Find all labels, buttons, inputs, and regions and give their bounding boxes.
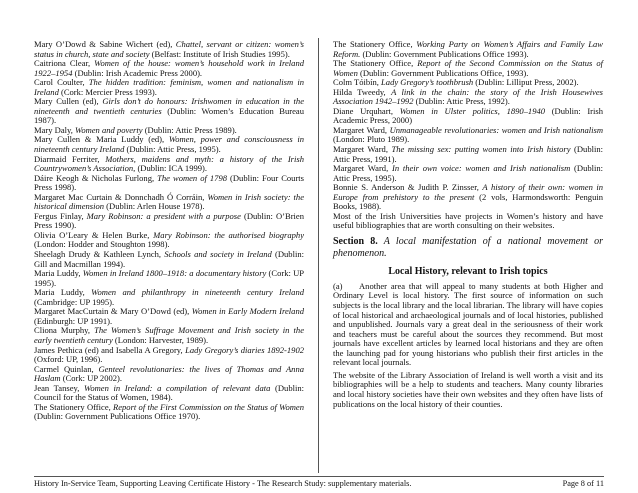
bibliography-entry xyxy=(34,212,304,231)
entry-title: Report of the Second Commission on the Status of Women xyxy=(333,58,603,78)
entry-publication: (Dublin: Government Publications Office 1970). xyxy=(34,411,201,422)
bibliography-entry xyxy=(34,326,304,345)
entry-author: Mary Cullen (ed), xyxy=(34,96,103,107)
entry-publication: (Dublin: Attic Press, 1995). xyxy=(124,144,221,155)
entry-title: Women and poverty xyxy=(74,124,143,135)
entry-publication: (Dublin: Attic Press, 1991). xyxy=(333,144,603,164)
page-number: Page 8 of 11 xyxy=(562,479,604,488)
entry-author: Diarmaid Ferriter, xyxy=(34,153,106,164)
entry-author: Maria Luddy, xyxy=(34,268,83,279)
local-history-heading: Local History, relevant to Irish topics xyxy=(388,265,548,277)
entry-title: Mothers, maidens and myth: a history of the Irish Countrywomen’s Association xyxy=(34,153,304,174)
bibliography-entry xyxy=(333,107,603,126)
entry-author: Caitriona Clear, xyxy=(34,58,95,69)
entry-publication: (Dublin: Women’s Education Bureau 1987). xyxy=(34,105,304,126)
entry-title: The women of 1798 xyxy=(157,172,227,183)
section-heading xyxy=(333,236,603,260)
entry-author: Sheelagh Drudy & Kathleen Lynch, xyxy=(34,249,165,260)
entry-publication: (Edinburgh: UP 1991). xyxy=(34,315,113,326)
bibliography-entry xyxy=(34,365,304,384)
entry-title: The missing sex: putting women into Irish history xyxy=(391,144,571,155)
entry-publication: (Dublin: Attic Press 1989). xyxy=(142,124,237,135)
entry-publication: (Cambridge: UP 1995). xyxy=(34,296,115,307)
right-column xyxy=(333,40,603,409)
entry-author: Fergus Finlay, xyxy=(34,210,87,221)
entry-title: Schools and society in Ireland xyxy=(164,249,272,260)
entry-title: In their own voice: women and Irish nationalism xyxy=(391,163,571,174)
footer-rule xyxy=(34,476,604,477)
entry-author: James Pethica (ed) and Isabella A Gregory, xyxy=(34,344,186,355)
entry-author: Mary Cullen & Maria Luddy (ed), xyxy=(34,134,169,145)
entry-author: Diane Urquhart, xyxy=(333,105,400,116)
entry-title: Women in Ireland 1800–1918: a documentary history xyxy=(82,268,267,279)
entry-title: The Women’s Suffrage Movement and Irish society in the early twentieth century xyxy=(34,325,304,345)
bibliography-entry xyxy=(34,307,304,326)
entry-publication: (Belfast: Institute of Irish Studies 1995). xyxy=(149,48,290,59)
bibliography-entry xyxy=(34,384,304,403)
entry-title: A history of their own: women in Europe from prehistory to the present xyxy=(333,182,603,202)
entry-title: Girls don’t do honours: Irishwomen in education in the nineteenth and twentieth centuries xyxy=(34,96,304,116)
entry-publication: (London: Hodder and Stoughton 1998). xyxy=(34,239,170,250)
entry-title: Women, power and consciousness in nineteenth century Ireland xyxy=(34,134,305,155)
entry-author: The Stationery Office, xyxy=(333,39,417,49)
entry-author: Hilda Tweedy, xyxy=(333,86,392,97)
entry-publication: (Cork: UP 2002). xyxy=(60,373,123,384)
section-title: A local manifestation of a national movement or phenomenon. xyxy=(333,235,603,259)
entry-author: Margaret MacCurtain & Mary O’Dowd (ed), xyxy=(34,306,192,317)
entry-publication: (London: Pluto 1989). xyxy=(333,134,410,145)
bibliography-entry xyxy=(34,40,304,59)
entry-title: Women in Irish society: the historical dimension xyxy=(34,191,304,212)
entry-author: Carmel Quinlan, xyxy=(34,363,99,374)
entry-publication: (Cork: UP 1995). xyxy=(34,268,305,288)
entry-author: Margaret Ward, xyxy=(333,144,392,155)
entry-publication: (Dublin: Attic Press, 1992). xyxy=(413,96,510,107)
entry-title: The hidden tradition: feminism, women and nationalism in Ireland xyxy=(34,77,304,97)
entry-title: Lady Gregory’s toothbrush xyxy=(381,77,474,88)
entry-publication: (Dublin: Four Courts Press 1998). xyxy=(34,172,304,193)
entry-title: Report of the First Commission on the Status of Women xyxy=(113,401,304,412)
entry-author: Cliona Murphy, xyxy=(34,325,95,336)
entry-author: The Stationery Office, xyxy=(34,401,114,412)
bibliography-entry xyxy=(34,346,304,365)
bibliography-entry xyxy=(333,183,603,212)
bibliography-entry xyxy=(34,250,304,269)
bibliography-entry xyxy=(333,145,603,164)
entry-publication: (Dublin: Lilliput Press, 2002). xyxy=(473,77,579,88)
entry-author: Bonnie S. Anderson & Judith P. Zinsser, xyxy=(333,182,483,193)
entry-author: Margaret Mac Curtain & Donnchadh Ó Corráin, xyxy=(34,191,208,202)
paragraph-a xyxy=(333,282,603,368)
bibliography-entry xyxy=(34,97,304,126)
entry-title: Women of the house: women’s household work in Ireland 1922–1954 xyxy=(34,58,304,78)
entry-author: Olivia O’Leary & Helen Burke, xyxy=(34,229,154,240)
entry-author: The Stationery Office, xyxy=(333,58,418,69)
bibliography-entry xyxy=(34,78,304,97)
entry-publication: (Dublin: Irish Academic Press 2000). xyxy=(72,67,203,78)
websites-paragraph: Most of the Irish Universities have projects in Women’s history and have useful bibliographies that are worth consulting on their websites. xyxy=(333,210,603,231)
footer-text: History In-Service Team, Supporting Leaving Certificate History - The Research Study: supplementary materials. xyxy=(34,479,412,488)
bibliography-entry xyxy=(34,288,304,307)
entry-author: Margaret Ward, xyxy=(333,124,390,135)
left-column-bibliography xyxy=(34,40,304,422)
entry-author: Margaret Ward, xyxy=(333,163,392,174)
entry-publication: (Dublin: Council for the Status of Women, 1984). xyxy=(34,382,304,403)
page-footer xyxy=(34,479,604,489)
bibliography-entry xyxy=(333,59,603,78)
entry-title: Working Party on Women’s Affairs and Family Law Reform. xyxy=(333,39,603,59)
column-divider xyxy=(318,38,319,473)
right-column-bibliography xyxy=(333,40,603,212)
entry-publication: (Dublin: Government Publications Office, 1993). xyxy=(357,67,529,78)
entry-publication: (Cork: Mercier Press 1993). xyxy=(58,86,157,97)
entry-publication: (Dublin: Arlen House 1978). xyxy=(104,201,205,212)
entry-publication: (London: Harvester, 1989). xyxy=(112,334,209,345)
section-label: Section 8. xyxy=(333,235,378,247)
entry-title: Unmanageable revolutionaries: women and Irish nationalism xyxy=(389,124,604,135)
entry-title: Lady Gregory’s diaries 1892-1902 xyxy=(185,344,304,355)
entry-author: Carol Coulter, xyxy=(34,77,89,88)
bibliography-entry xyxy=(34,269,304,288)
entry-title: Women in Ireland: a compilation of relevant data xyxy=(84,382,271,393)
bibliography-entry xyxy=(34,135,304,154)
bibliography-entry xyxy=(34,231,304,250)
bibliography-entry xyxy=(333,40,603,59)
paragraph-a-label: (a) xyxy=(333,280,343,291)
bibliography-entry xyxy=(333,88,603,107)
entry-title: Mary Robinson: the authorised biography xyxy=(153,229,304,240)
entry-publication: (Dublin: Government Publications Office 1993). xyxy=(360,48,529,59)
bibliography-entry xyxy=(333,164,603,183)
entry-publication: (2 vols, Harmondsworth: Penguin Books, 1988). xyxy=(333,191,603,212)
entry-author: Mary Daly, xyxy=(34,124,75,135)
paragraph-b: The website of the Library Association of Ireland is well worth a visit and its bibliographies will be a help to students and teachers. Many county libraries and local history societies have their own websites and they often have lists of publications on the local history of their counties. xyxy=(333,369,603,409)
entry-author: Mary O’Dowd & Sabine Wichert (ed), xyxy=(34,39,176,49)
bibliography-entry xyxy=(34,174,304,193)
paragraph-a-text: Another area that will appeal to many students at both Higher and Ordinary Level is local history. The first source of information on such subjects is the local library and the local librarian. The library will have copies of local historical and archaeological journals and of local histories, published and unpublished. Journals vary a great deal in the seriousness of their work and teachers must be careful about the sources they recommend. But most journals have excellent articles by learned local historians and they are often the launching pad for young historians who publish their first articles in the relevant local journals. xyxy=(333,280,603,368)
entry-publication: , (Dublin: ICA 1999). xyxy=(133,163,208,174)
entry-publication: (Oxford: UP, 1996). xyxy=(34,354,103,365)
entry-author: Dáire Keogh & Nicholas Furlong, xyxy=(34,172,158,183)
entry-title: A link in the chain: the story of the Irish Housewives Association 1942–1992 xyxy=(333,86,603,107)
entry-publication: (Dublin: Irish Academic Press, 2000) xyxy=(333,105,603,126)
bibliography-entry xyxy=(34,155,304,174)
entry-title: Women in Ulster politics, 1890–1940 xyxy=(399,105,546,116)
entry-title: Mary Robinson: a president with a purpose xyxy=(86,210,241,221)
bibliography-entry xyxy=(34,403,304,422)
entry-author: Colm Tóibín, xyxy=(333,77,382,88)
entry-publication: (Dublin: Gill and Macmillan 1994). xyxy=(34,249,304,269)
entry-publication: (Dublin: O’Brien Press 1990). xyxy=(34,210,304,231)
bibliography-entry xyxy=(333,126,603,145)
entry-author: Maria Luddy, xyxy=(34,287,92,298)
bibliography-entry xyxy=(34,59,304,78)
entry-title: Women in Early Modern Ireland xyxy=(191,306,304,317)
entry-title: Genteel revolutionaries: the lives of Thomas and Anna Haslam xyxy=(34,363,304,384)
entry-title: Chattel, servant or citizen: women’s status in church, state and society xyxy=(34,39,304,59)
entry-title: Women and philanthropy in nineteenth century Ireland xyxy=(91,287,304,298)
entry-publication: (Dublin: Attic Press, 1995). xyxy=(333,163,604,183)
bibliography-entry xyxy=(34,193,304,212)
entry-author: Jean Tansey, xyxy=(34,382,84,393)
